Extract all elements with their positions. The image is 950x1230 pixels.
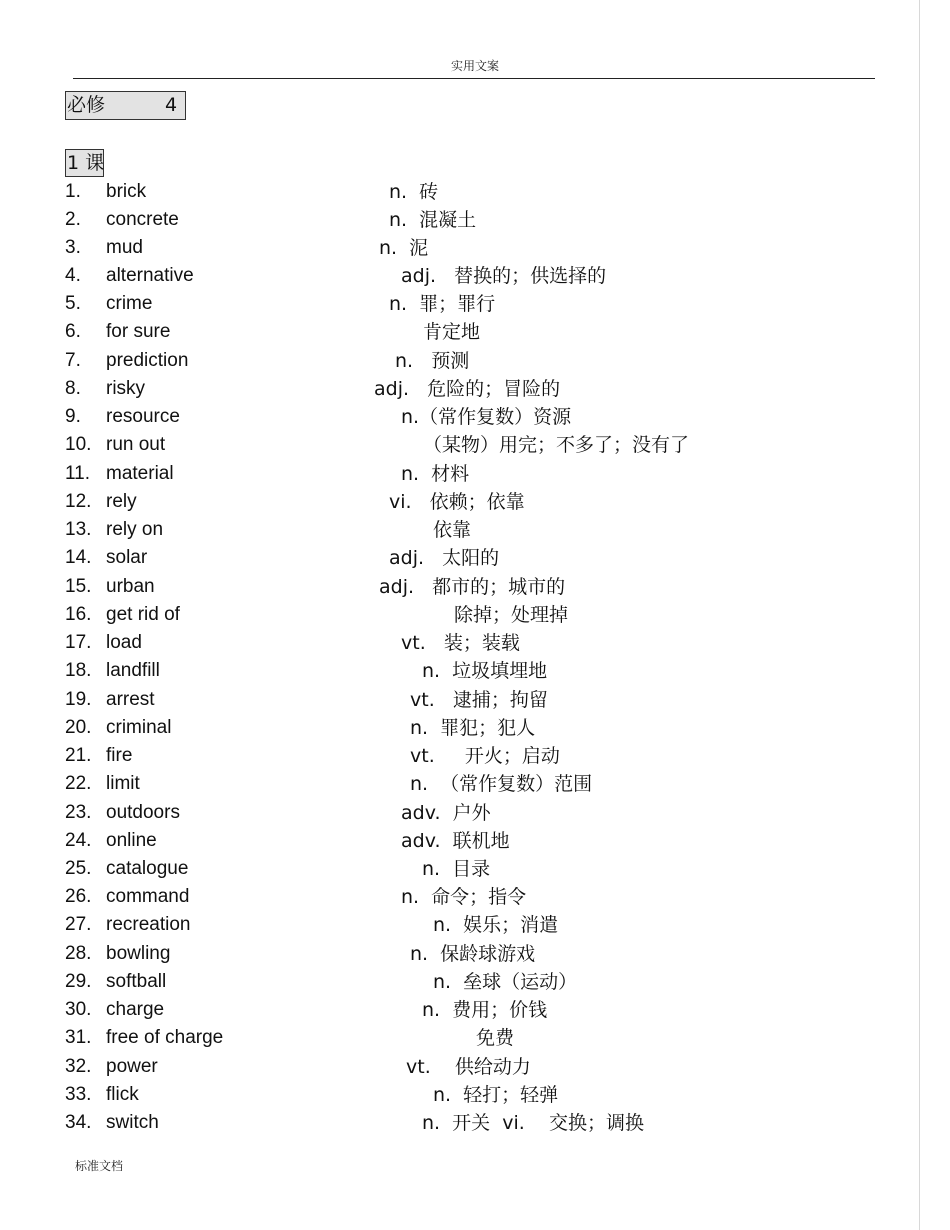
entry-number: 18.	[65, 660, 92, 681]
entry-definition: adj. 危险的；冒险的	[374, 378, 561, 400]
entry-definition: 肯定地	[423, 321, 481, 343]
entry-number: 21.	[65, 745, 92, 766]
entry-number: 7.	[65, 350, 81, 371]
vocab-row	[0, 770, 919, 798]
book-name: 必修	[67, 94, 106, 116]
vocab-row	[0, 262, 919, 290]
entry-number: 20.	[65, 717, 92, 738]
vocab-row	[0, 1109, 919, 1137]
entry-definition: n. 命令；指令	[401, 886, 527, 908]
entry-word: command	[106, 886, 190, 907]
vocab-row	[0, 940, 919, 968]
entry-definition: adv. 户外	[401, 802, 491, 824]
vocab-row	[0, 827, 919, 855]
entry-word: catalogue	[106, 858, 189, 879]
entry-word: alternative	[106, 265, 194, 286]
entry-word: free of charge	[106, 1027, 224, 1048]
entry-definition: n.（常作复数）资源	[401, 406, 572, 428]
entry-definition: n. 混凝土	[389, 209, 477, 231]
vocab-row	[0, 883, 919, 911]
entry-number: 22.	[65, 773, 92, 794]
entry-word: concrete	[106, 209, 179, 230]
entry-word: resource	[106, 406, 180, 427]
vocab-row	[0, 347, 919, 375]
entry-definition: n. 娱乐；消遣	[433, 914, 559, 936]
entry-word: rely on	[106, 519, 164, 540]
entry-word: crime	[106, 293, 153, 314]
entry-word: for sure	[106, 321, 171, 342]
vocab-row	[0, 714, 919, 742]
entry-word: switch	[106, 1112, 159, 1133]
entry-word: fire	[106, 745, 133, 766]
lesson-label: 1 课	[65, 149, 104, 177]
vocab-row	[0, 375, 919, 403]
entry-definition: n. 罪犯；犯人	[410, 717, 536, 739]
entry-word: outdoors	[106, 802, 180, 823]
entry-word: urban	[106, 576, 155, 597]
entry-number: 33.	[65, 1084, 92, 1105]
vocab-row	[0, 403, 919, 431]
entry-definition: （某物）用完；不多了；没有了	[423, 434, 690, 456]
entry-number: 4.	[65, 265, 81, 286]
entry-number: 1.	[65, 181, 81, 202]
entry-number: 17.	[65, 632, 92, 653]
vocab-row	[0, 290, 919, 318]
vocab-row	[0, 178, 919, 206]
entry-definition: vt. 供给动力	[406, 1056, 531, 1078]
entry-number: 25.	[65, 858, 92, 879]
entry-definition: adj. 太阳的	[389, 547, 500, 569]
entry-number: 13.	[65, 519, 92, 540]
entry-word: mud	[106, 237, 143, 258]
vocab-row	[0, 234, 919, 262]
vocab-row	[0, 460, 919, 488]
vocab-row	[0, 686, 919, 714]
entry-number: 19.	[65, 689, 92, 710]
entry-word: load	[106, 632, 142, 653]
entry-number: 16.	[65, 604, 92, 625]
vocab-row	[0, 657, 919, 685]
entry-word: run out	[106, 434, 166, 455]
entry-word: material	[106, 463, 174, 484]
entry-definition: vt. 装；装载	[401, 632, 520, 654]
entry-definition: n. 保龄球游戏	[410, 943, 536, 965]
entry-word: arrest	[106, 689, 155, 710]
header-rule	[73, 78, 875, 79]
entry-word: get rid of	[106, 604, 180, 625]
entry-word: brick	[106, 181, 147, 202]
page-edge	[919, 0, 920, 1230]
book-label-box	[65, 91, 186, 120]
entry-word: power	[106, 1056, 158, 1077]
entry-number: 9.	[65, 406, 81, 427]
entry-word: softball	[106, 971, 167, 992]
book-number: 4	[165, 94, 178, 116]
entry-word: charge	[106, 999, 165, 1020]
entry-definition: n. 砖	[389, 181, 439, 203]
entry-definition: n. 罪；罪行	[389, 293, 496, 315]
entry-definition: adj. 替换的；供选择的	[401, 265, 607, 287]
entry-number: 5.	[65, 293, 81, 314]
entry-word: risky	[106, 378, 146, 399]
entry-number: 12.	[65, 491, 92, 512]
vocab-row	[0, 573, 919, 601]
vocab-row	[0, 601, 919, 629]
entry-number: 26.	[65, 886, 92, 907]
vocab-row	[0, 488, 919, 516]
page-header: 实用文案	[450, 59, 499, 73]
vocab-row	[0, 968, 919, 996]
entry-definition: n. 目录	[422, 858, 491, 880]
entry-definition: adj. 都市的；城市的	[379, 576, 566, 598]
entry-definition: vi. 依赖；依靠	[389, 491, 525, 513]
entry-definition: 免费	[476, 1027, 515, 1049]
entry-number: 31.	[65, 1027, 92, 1048]
entry-number: 3.	[65, 237, 81, 258]
entry-definition: vt. 开火；启动	[410, 745, 560, 767]
entry-definition: 依靠	[433, 519, 472, 541]
entry-number: 8.	[65, 378, 81, 399]
vocab-row	[0, 206, 919, 234]
entry-word: bowling	[106, 943, 171, 964]
entry-word: flick	[106, 1084, 139, 1105]
entry-number: 10.	[65, 434, 92, 455]
vocab-row	[0, 431, 919, 459]
entry-number: 24.	[65, 830, 92, 851]
entry-definition: n. 垒球（运动）	[433, 971, 578, 993]
entry-definition: n. 开关 vi. 交换；调换	[422, 1112, 644, 1134]
entry-word: landfill	[106, 660, 160, 681]
vocab-row	[0, 544, 919, 572]
page-footer: 标准文档	[75, 1159, 124, 1173]
entry-word: criminal	[106, 717, 172, 738]
entry-number: 23.	[65, 802, 92, 823]
entry-definition: n. 费用；价钱	[422, 999, 548, 1021]
entry-number: 6.	[65, 321, 81, 342]
vocab-row	[0, 742, 919, 770]
entry-number: 27.	[65, 914, 92, 935]
vocab-row	[0, 516, 919, 544]
entry-number: 29.	[65, 971, 92, 992]
entry-definition: n. （常作复数）范围	[410, 773, 593, 795]
entry-number: 2.	[65, 209, 81, 230]
entry-number: 11.	[65, 463, 91, 484]
entry-number: 34.	[65, 1112, 92, 1133]
entry-word: online	[106, 830, 157, 851]
entry-definition: 除掉；处理掉	[454, 604, 569, 626]
entry-definition: vt. 逮捕；拘留	[410, 689, 548, 711]
vocab-row	[0, 1053, 919, 1081]
vocab-row	[0, 318, 919, 346]
entry-word: limit	[106, 773, 140, 794]
entry-word: solar	[106, 547, 148, 568]
entry-number: 15.	[65, 576, 92, 597]
vocab-row	[0, 996, 919, 1024]
entry-definition: adv. 联机地	[401, 830, 510, 852]
entry-word: prediction	[106, 350, 189, 371]
entry-number: 28.	[65, 943, 92, 964]
entry-number: 14.	[65, 547, 92, 568]
entry-word: rely	[106, 491, 137, 512]
vocab-row	[0, 1081, 919, 1109]
vocab-row	[0, 629, 919, 657]
entry-definition: n. 泥	[379, 237, 429, 259]
entry-number: 32.	[65, 1056, 92, 1077]
entry-definition: n. 轻打；轻弹	[433, 1084, 559, 1106]
entry-word: recreation	[106, 914, 191, 935]
entry-definition: n. 材料	[401, 463, 470, 485]
vocab-row	[0, 799, 919, 827]
vocab-row	[0, 911, 919, 939]
entry-definition: n. 垃圾填埋地	[422, 660, 548, 682]
vocab-row	[0, 855, 919, 883]
entry-definition: n. 预测	[395, 350, 470, 372]
vocab-row	[0, 1024, 919, 1052]
entry-number: 30.	[65, 999, 92, 1020]
